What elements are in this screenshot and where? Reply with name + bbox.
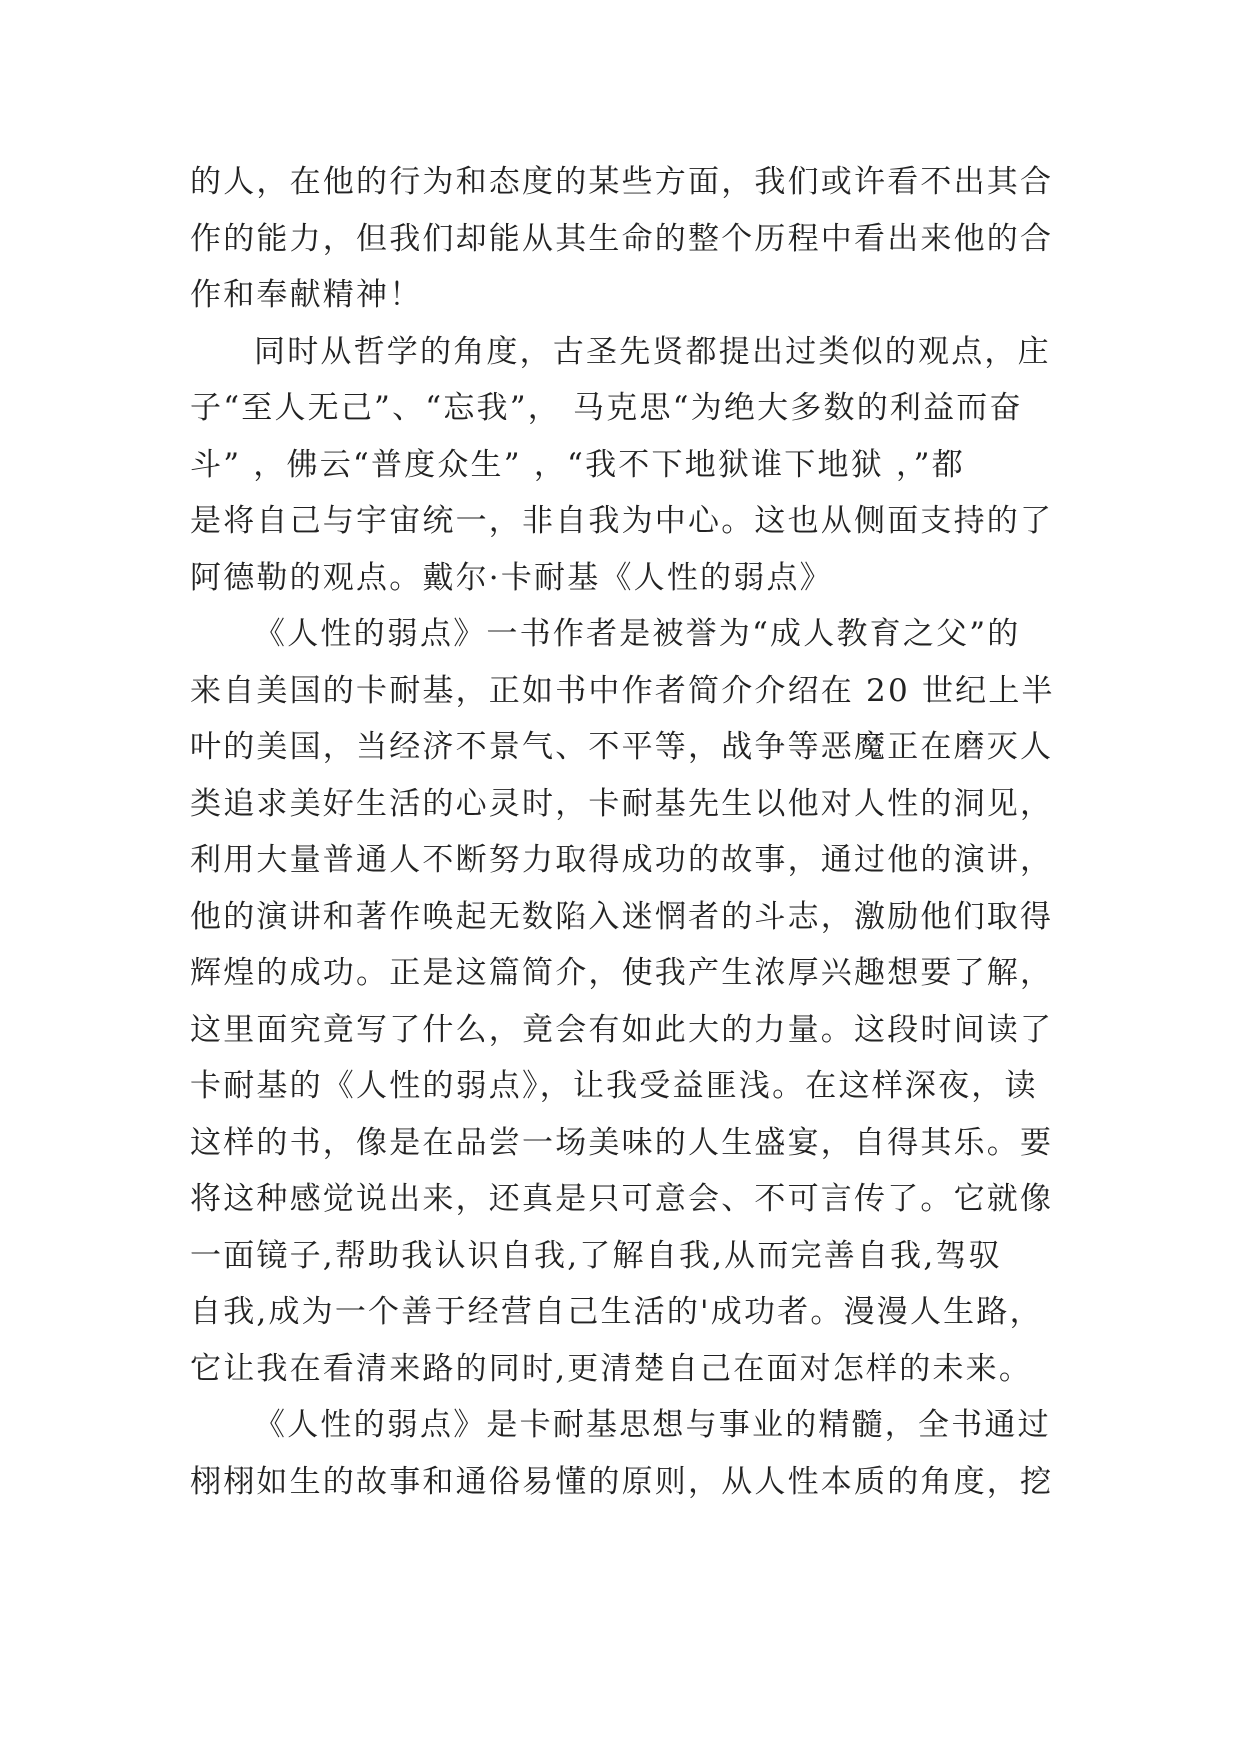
paragraph-start-line: 同时从哲学的角度，古圣先贤都提出过类似的观点，庄 bbox=[254, 333, 1051, 370]
text-line: 自我,成为一个善于经营自己生活的'成功者。漫漫人生路， bbox=[190, 1294, 1043, 1330]
text-line: 一面镜子,帮助我认识自我,了解自我,从而完善自我,驾驭 bbox=[190, 1237, 1002, 1274]
text-line: 类追求美好生活的心灵时，卡耐基先生以他对人性的洞见， bbox=[190, 785, 1054, 822]
text-line: 斗” ，佛云“普度众生” ，“我不下地狱谁下地狱 ，”都 bbox=[190, 446, 965, 483]
text-line: 这里面究竟写了什么，竟会有如此大的力量。这段时间读了 bbox=[190, 1011, 1054, 1048]
text-line: 叶的美国，当经济不景气、不平等，战争等恶魔正在磨灭人 bbox=[190, 729, 1054, 765]
text-line: 作的能力，但我们却能从其生命的整个历程中看出来他的合 bbox=[190, 220, 1054, 257]
text-line: 将这种感觉说出来，还真是只可意会、不可言传了。它就像 bbox=[190, 1181, 1054, 1217]
text-line: 利用大量普通人不断努力取得成功的故事，通过他的演讲， bbox=[190, 842, 1054, 878]
text-line: 辉煌的成功。正是这篇简介，使我产生浓厚兴趣想要了解， bbox=[190, 955, 1054, 991]
text-line: 阿德勒的观点。戴尔·卡耐基《人性的弱点》 bbox=[190, 559, 833, 596]
text-line: 来自美国的卡耐基，正如书中作者简介介绍在 20 世纪上半 bbox=[190, 672, 1055, 709]
text-line: 是将自己与宇宙统一，非自我为中心。这也从侧面支持的了 bbox=[190, 503, 1054, 539]
text-line: 作和奉献精神！ bbox=[190, 277, 423, 313]
paragraph-start-line: 《人性的弱点》一书作者是被誉为“成人教育之父”的 bbox=[254, 616, 1021, 652]
body-text bbox=[190, 154, 1060, 1510]
text-line: 卡耐基的《人性的弱点》，让我受益匪浅。在这样深夜，读 bbox=[190, 1068, 1038, 1104]
paragraph-start-line: 《人性的弱点》是卡耐基思想与事业的精髓，全书通过 bbox=[254, 1407, 1051, 1443]
text-line: 他的演讲和著作唤起无数陷入迷惘者的斗志，激励他们取得 bbox=[190, 898, 1054, 935]
text-line: 栩栩如生的故事和通俗易懂的原则，从人性本质的角度，挖 bbox=[190, 1463, 1054, 1500]
text-line: 它让我在看清来路的同时,更清楚自己在面对怎样的未来。 bbox=[190, 1350, 1033, 1387]
text-line: 子“至人无己”、“忘我”， 马克思“为绝大多数的利益而奋 bbox=[190, 390, 1023, 426]
text-line: 这样的书，像是在品尝一场美味的人生盛宴，自得其乐。要 bbox=[190, 1124, 1054, 1161]
text-line: 的人，在他的行为和态度的某些方面，我们或许看不出其合 bbox=[190, 164, 1054, 200]
